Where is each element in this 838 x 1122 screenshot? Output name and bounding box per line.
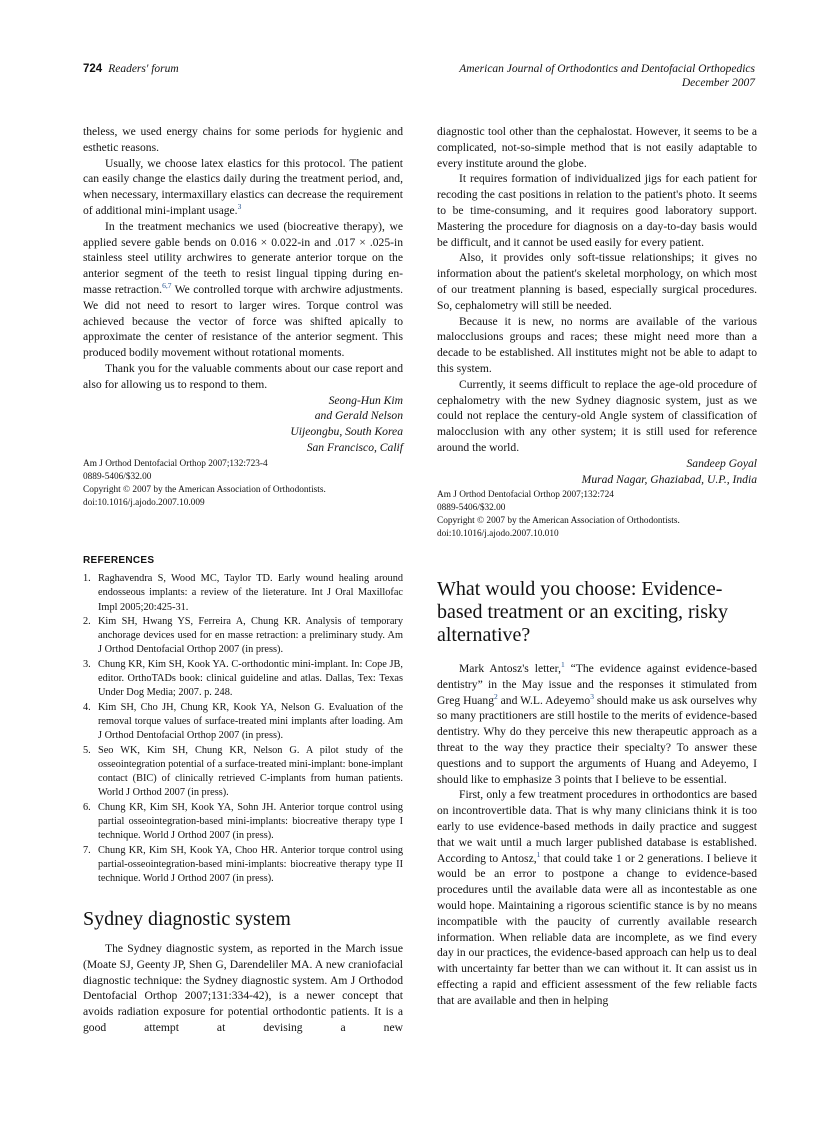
ref-text: Kim SH, Cho JH, Chung KR, Kook YA, Nelson G. Evaluation of the removal torque values of surface-treated mini implants after loading. Am J Orthod Dentofacial Orthop 2007 (in press). [98, 701, 403, 742]
text: First, only a few treatment procedures in orthodontics are based on incontrovertible data. That is why many clinicians think it is too early to use evidence-based methods in daily practice and suggest that we wait until a much larger published database is established. According to Antosz, [437, 788, 757, 865]
citation-line: 0889-5406/$32.00 [83, 471, 152, 482]
reference-link[interactable]: 3 [590, 691, 594, 701]
ref-number: 7. [83, 844, 91, 856]
references-list [83, 572, 403, 887]
ref-text: Chung KR, Kim SH, Kook YA. C-orthodontic mini-implant. In: Cope JB, editor. OrthoTADs book: clinical guideline and atlas. Dallas, Tex: Texas Under Dog Media; 2007. p. 248. [98, 658, 403, 699]
text: Usually, we choose latex elastics for this protocol. The patient can easily change the elastics daily during the treatment period, and, when necessary, intermaxillary elastics can decrease the requirement of additional mini-implant usage. [83, 156, 403, 217]
ref-number: 2. [83, 615, 91, 627]
references-heading: REFERENCES [83, 555, 155, 566]
text: We controlled torque with archwire adjustments. We did not need to resort to larger wires. Torque control was achieved because the vector of force was shifted apically to approximate the center of resistance of the anterior segment. This produced bodily movement without rotational moments. [83, 282, 403, 360]
paragraph: Also, it provides only soft-tissue relationships; it gives no information about the patient's skeletal morphology, on which most of our treatment planning is based, especially surgical procedures. So, cephalometry will still be needed. [437, 251, 757, 312]
doi-link[interactable]: doi:10.1016/j.ajodo.2007.10.010 [437, 529, 559, 540]
section-name: Readers' forum [108, 63, 179, 75]
reference-link[interactable]: 2 [494, 691, 498, 701]
reference-link[interactable]: 1 [560, 660, 565, 670]
reference-link[interactable]: 3 [237, 202, 242, 212]
citation-line: Copyright © 2007 by the American Association of Orthodontists. [83, 484, 326, 495]
paragraph [437, 661, 757, 787]
reference-item [83, 572, 403, 615]
article-title: What would you choose: Evidence-based treatment or an exciting, risky alternative? [437, 578, 729, 646]
ref-number: 5. [83, 744, 91, 756]
author: Sandeep Goyal [686, 456, 757, 470]
location: Uijeongbu, South Korea [290, 425, 403, 439]
paragraph: Because it is new, no norms are available of the various malocclusions groups and races; these might need more than a decade to be established. All institutes might not be able to adapt to this system. [437, 314, 757, 375]
ref-text: Chung KR, Kim SH, Kook YA, Choo HR. Anterior torque control using partial-osseointegration-based mini-implants: biocreative therapy type II technique. World J Orthod 2007 (in press). [98, 844, 403, 885]
signature [83, 393, 403, 456]
paragraph [83, 219, 403, 361]
article-title: Sydney diagnostic system [83, 908, 291, 930]
reference-item [83, 701, 403, 744]
page-number: 724 [83, 63, 103, 75]
references-section [83, 555, 403, 887]
text: Mark Antosz's letter, [459, 662, 561, 675]
ref-number: 3. [83, 658, 91, 670]
letter-sydney-right [437, 124, 757, 541]
reference-item [83, 658, 403, 701]
reference-item [83, 844, 403, 887]
text: should make us ask ourselves why so many practitioners are still hostile to the merits of evidence-based dentistry. Why do they perceive this new therapeutic approach as a threat to the way they practice their specialty? To answer these questions and to support the arguments of Huang and Adeyemo, I should like to emphasize 3 points that I believe to be essential. [437, 693, 757, 786]
reference-item [83, 744, 403, 801]
ref-text: Seo WK, Kim SH, Chung KR, Nelson G. A pilot study of the osseointegration potential of a surface-treated mini-implant: bone-implant contact (BIC) of clinically retrieved C-implants from human patients. World J Orthod 2007 (in press). [98, 744, 403, 799]
letter-sydney [83, 908, 403, 1036]
citation-line: Am J Orthod Dentofacial Orthop 2007;132:723-4 [83, 458, 268, 469]
letter-kim-nelson [83, 124, 403, 510]
text: In the treatment mechanics we used (biocreative therapy), we applied severe gable bends on 0.016 × 0.022-in and .017 × .025-in stainless steel utility archwires to generate anterior torque on the anterior segment of the teeth to resist lingual tipping during en-masse retraction. [83, 219, 403, 296]
citation-line: Am J Orthod Dentofacial Orthop 2007;132:724 [437, 490, 614, 501]
paragraph: It requires formation of individualized jigs for each patient for recoding the cast positions in relation to the patient's photo. It seems to be time-consuming, and it requires good laboratory support. Mastering the procedure for diagnosis on a day-to-day basis would be difficult, and it cannot be used easily for every patient. [437, 172, 757, 249]
location: Murad Nagar, Ghaziabad, U.P., India [581, 472, 757, 486]
author: Seong-Hun Kim [328, 393, 403, 407]
text: and W.L. Adeyemo [497, 693, 591, 707]
paragraph [83, 156, 403, 219]
running-header-right [459, 62, 755, 90]
ref-number: 1. [83, 573, 91, 584]
author: and Gerald Nelson [314, 409, 403, 423]
paragraph: diagnostic tool other than the cephalostat. However, it seems to be a complicated, not-so-simple method that is not easily adaptable to every institute around the globe. [437, 125, 757, 170]
signature [437, 456, 757, 488]
ref-text: Kim SH, Hwang YS, Ferreira A, Chung KR. Analysis of temporary anchorage devices used for en masse retraction: a preliminary study. Am J Orthod Dentofacial Orthop 2007 (in press). [98, 615, 403, 656]
citation-block [437, 489, 757, 541]
ref-number: 4. [83, 701, 91, 713]
reference-link[interactable]: 1 [536, 849, 541, 859]
citation-line: 0889-5406/$32.00 [437, 503, 506, 514]
text: “The evidence against evidence-based dentistry” in the May issue and the responses it stimulated from Greg Huang [437, 662, 757, 707]
running-header-left [83, 62, 179, 76]
paragraph: The Sydney diagnostic system, as reported in the March issue (Moate SJ, Geenty JP, Shen G, Darendeliler MA. A new craniofacial diagnostic technique: the Sydney diagnostic system. Am J Orthodod Dentofacial Orthop 2007;131:334-42), is a newer concept that avoids radiation exposure for potential orthodontic patients. It is a good attempt at devising a new [83, 942, 403, 1034]
paragraph: Thank you for the valuable comments about our case report and also for allowing us to respond to them. [83, 361, 403, 391]
paragraph: Currently, it seems difficult to replace the age-old procedure of cephalometry with the new Sydney diagnosic system, just as we could not replace the century-old Angle system of classification of malocclusion with any other system; it is still used for reference around the world. [437, 377, 757, 454]
citation-block [83, 458, 403, 510]
reference-link[interactable]: 6,7 [162, 281, 172, 291]
location: San Francisco, Calif [306, 440, 403, 454]
journal-name: American Journal of Orthodontics and Dentofacial Orthopedics [459, 63, 755, 75]
issue-date: December 2007 [681, 77, 755, 89]
paragraph [437, 787, 757, 1008]
letter-evidence [437, 578, 757, 1009]
citation-line: Copyright © 2007 by the American Association of Orthodontists. [437, 516, 680, 527]
ref-text: Raghavendra S, Wood MC, Taylor TD. Early wound healing around endosseous implants: a review of the lieterature. Int J Oral Maxillofac Impl 2005;20:425-31. [98, 573, 403, 613]
reference-item [83, 801, 403, 844]
text: that could take 1 or 2 generations. I believe it would be an error to postpone a change to evidence-based procedures until the available data were all as incontestable as one would hope. Maintaining a rigorous scientific stance is by no means incompatible with the paucity of currently available research information. When reliable data are incomplete, as we find every day in our practices, the evidence-based approach can help us to deal with uncertainty far better than we can without it. It can assist us in effecting a rapid and efficient assessment of the few reliable facts that are available and then in helping [437, 851, 757, 1007]
doi-link[interactable]: doi:10.1016/j.ajodo.2007.10.009 [83, 497, 205, 508]
ref-text: Chung KR, Kim SH, Kook YA, Sohn JH. Anterior torque control using partial osseointegration-based mini-implants: biocreative therapy type I technique. World J Orthod 2007 (in press). [98, 801, 403, 842]
ref-number: 6. [83, 801, 91, 813]
reference-item [83, 615, 403, 658]
paragraph: theless, we used energy chains for some periods for hygienic and esthetic reasons. [83, 125, 403, 154]
